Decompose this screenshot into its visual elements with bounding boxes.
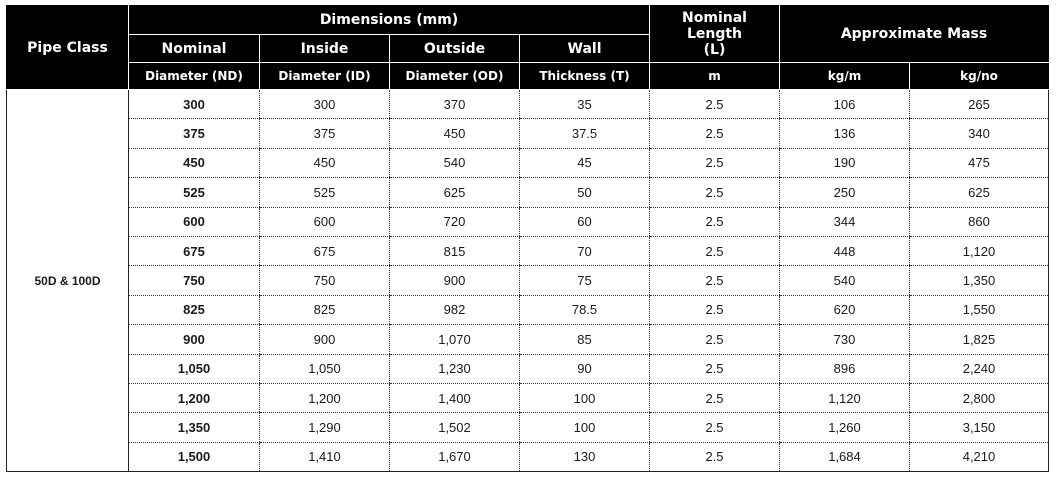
cell-kg-per-m: 1,260 bbox=[780, 413, 910, 442]
cell-id: 675 bbox=[260, 236, 390, 265]
cell-length: 2.5 bbox=[650, 236, 780, 265]
cell-od: 1,502 bbox=[390, 413, 520, 442]
cell-od: 450 bbox=[390, 119, 520, 148]
header-approx-mass: Approximate Mass bbox=[780, 6, 1049, 63]
cell-od: 1,670 bbox=[390, 442, 520, 471]
table-row bbox=[7, 325, 1049, 354]
cell-kg-per-no: 1,120 bbox=[910, 236, 1049, 265]
cell-kg-per-m: 540 bbox=[780, 266, 910, 295]
cell-length: 2.5 bbox=[650, 413, 780, 442]
cell-kg-per-m: 730 bbox=[780, 325, 910, 354]
cell-nd: 450 bbox=[129, 148, 260, 177]
cell-kg-per-no: 1,825 bbox=[910, 325, 1049, 354]
cell-nd: 375 bbox=[129, 119, 260, 148]
cell-nd: 825 bbox=[129, 295, 260, 324]
pipe-class-cell: 50D & 100D bbox=[7, 90, 129, 472]
cell-thickness: 70 bbox=[520, 236, 650, 265]
cell-length: 2.5 bbox=[650, 266, 780, 295]
cell-kg-per-m: 1,684 bbox=[780, 442, 910, 471]
cell-kg-per-m: 106 bbox=[780, 90, 910, 119]
header-wall: Wall bbox=[520, 35, 650, 63]
cell-thickness: 100 bbox=[520, 383, 650, 412]
cell-od: 540 bbox=[390, 148, 520, 177]
cell-nd: 1,200 bbox=[129, 383, 260, 412]
table-row bbox=[7, 236, 1049, 265]
cell-kg-per-no: 3,150 bbox=[910, 413, 1049, 442]
cell-length: 2.5 bbox=[650, 119, 780, 148]
table-row bbox=[7, 383, 1049, 412]
header-thickness: Thickness (T) bbox=[520, 63, 650, 90]
cell-thickness: 50 bbox=[520, 178, 650, 207]
cell-id: 375 bbox=[260, 119, 390, 148]
table-body bbox=[7, 90, 1049, 472]
pipe-spec-table-container bbox=[6, 5, 1048, 473]
cell-length: 2.5 bbox=[650, 325, 780, 354]
cell-length: 2.5 bbox=[650, 383, 780, 412]
table-row bbox=[7, 178, 1049, 207]
cell-id: 825 bbox=[260, 295, 390, 324]
cell-kg-per-m: 190 bbox=[780, 148, 910, 177]
cell-length: 2.5 bbox=[650, 207, 780, 236]
cell-thickness: 75 bbox=[520, 266, 650, 295]
cell-length: 2.5 bbox=[650, 295, 780, 324]
header-od: Diameter (OD) bbox=[390, 63, 520, 90]
cell-nd: 1,500 bbox=[129, 442, 260, 471]
header-mass-per-no: kg/no bbox=[910, 63, 1049, 90]
cell-id: 1,200 bbox=[260, 383, 390, 412]
cell-thickness: 35 bbox=[520, 90, 650, 119]
cell-kg-per-no: 1,350 bbox=[910, 266, 1049, 295]
cell-id: 1,410 bbox=[260, 442, 390, 471]
cell-thickness: 78.5 bbox=[520, 295, 650, 324]
cell-kg-per-m: 344 bbox=[780, 207, 910, 236]
cell-nd: 1,050 bbox=[129, 354, 260, 383]
cell-length: 2.5 bbox=[650, 354, 780, 383]
cell-kg-per-no: 2,800 bbox=[910, 383, 1049, 412]
cell-od: 815 bbox=[390, 236, 520, 265]
table-row bbox=[7, 295, 1049, 324]
cell-kg-per-m: 136 bbox=[780, 119, 910, 148]
table-row bbox=[7, 413, 1049, 442]
cell-length: 2.5 bbox=[650, 442, 780, 471]
header-length-unit: m bbox=[650, 63, 780, 90]
cell-kg-per-no: 265 bbox=[910, 90, 1049, 119]
cell-nd: 900 bbox=[129, 325, 260, 354]
cell-thickness: 100 bbox=[520, 413, 650, 442]
cell-od: 1,070 bbox=[390, 325, 520, 354]
table-row bbox=[7, 354, 1049, 383]
header-inside: Inside bbox=[260, 35, 390, 63]
cell-length: 2.5 bbox=[650, 148, 780, 177]
cell-kg-per-no: 625 bbox=[910, 178, 1049, 207]
table-row bbox=[7, 90, 1049, 119]
cell-id: 1,290 bbox=[260, 413, 390, 442]
cell-thickness: 90 bbox=[520, 354, 650, 383]
cell-kg-per-no: 1,550 bbox=[910, 295, 1049, 324]
cell-id: 600 bbox=[260, 207, 390, 236]
cell-length: 2.5 bbox=[650, 90, 780, 119]
cell-id: 900 bbox=[260, 325, 390, 354]
header-nominal-length: Nominal Length (L) bbox=[650, 6, 780, 63]
cell-od: 1,230 bbox=[390, 354, 520, 383]
cell-kg-per-no: 475 bbox=[910, 148, 1049, 177]
cell-thickness: 37.5 bbox=[520, 119, 650, 148]
cell-kg-per-m: 250 bbox=[780, 178, 910, 207]
cell-od: 720 bbox=[390, 207, 520, 236]
cell-id: 300 bbox=[260, 90, 390, 119]
cell-od: 370 bbox=[390, 90, 520, 119]
cell-nd: 1,350 bbox=[129, 413, 260, 442]
cell-od: 982 bbox=[390, 295, 520, 324]
table-row bbox=[7, 207, 1049, 236]
cell-kg-per-no: 340 bbox=[910, 119, 1049, 148]
cell-thickness: 130 bbox=[520, 442, 650, 471]
table-row bbox=[7, 148, 1049, 177]
cell-kg-per-m: 1,120 bbox=[780, 383, 910, 412]
pipe-spec-table bbox=[6, 5, 1049, 472]
header-dimensions: Dimensions (mm) bbox=[129, 6, 650, 35]
table-row bbox=[7, 266, 1049, 295]
table-header bbox=[7, 6, 1049, 90]
cell-nd: 525 bbox=[129, 178, 260, 207]
cell-kg-per-m: 448 bbox=[780, 236, 910, 265]
cell-id: 750 bbox=[260, 266, 390, 295]
cell-nd: 675 bbox=[129, 236, 260, 265]
cell-kg-per-m: 620 bbox=[780, 295, 910, 324]
cell-thickness: 85 bbox=[520, 325, 650, 354]
cell-thickness: 45 bbox=[520, 148, 650, 177]
table-row bbox=[7, 442, 1049, 471]
cell-od: 1,400 bbox=[390, 383, 520, 412]
cell-length: 2.5 bbox=[650, 178, 780, 207]
cell-od: 625 bbox=[390, 178, 520, 207]
header-mass-per-m: kg/m bbox=[780, 63, 910, 90]
cell-kg-per-no: 860 bbox=[910, 207, 1049, 236]
header-nd: Diameter (ND) bbox=[129, 63, 260, 90]
table-row bbox=[7, 119, 1049, 148]
header-pipe-class: Pipe Class bbox=[7, 6, 129, 90]
cell-id: 1,050 bbox=[260, 354, 390, 383]
cell-thickness: 60 bbox=[520, 207, 650, 236]
cell-kg-per-no: 4,210 bbox=[910, 442, 1049, 471]
cell-nd: 750 bbox=[129, 266, 260, 295]
cell-nd: 300 bbox=[129, 90, 260, 119]
cell-od: 900 bbox=[390, 266, 520, 295]
cell-kg-per-m: 896 bbox=[780, 354, 910, 383]
cell-id: 525 bbox=[260, 178, 390, 207]
cell-nd: 600 bbox=[129, 207, 260, 236]
cell-id: 450 bbox=[260, 148, 390, 177]
header-nominal: Nominal bbox=[129, 35, 260, 63]
header-id: Diameter (ID) bbox=[260, 63, 390, 90]
header-outside: Outside bbox=[390, 35, 520, 63]
cell-kg-per-no: 2,240 bbox=[910, 354, 1049, 383]
